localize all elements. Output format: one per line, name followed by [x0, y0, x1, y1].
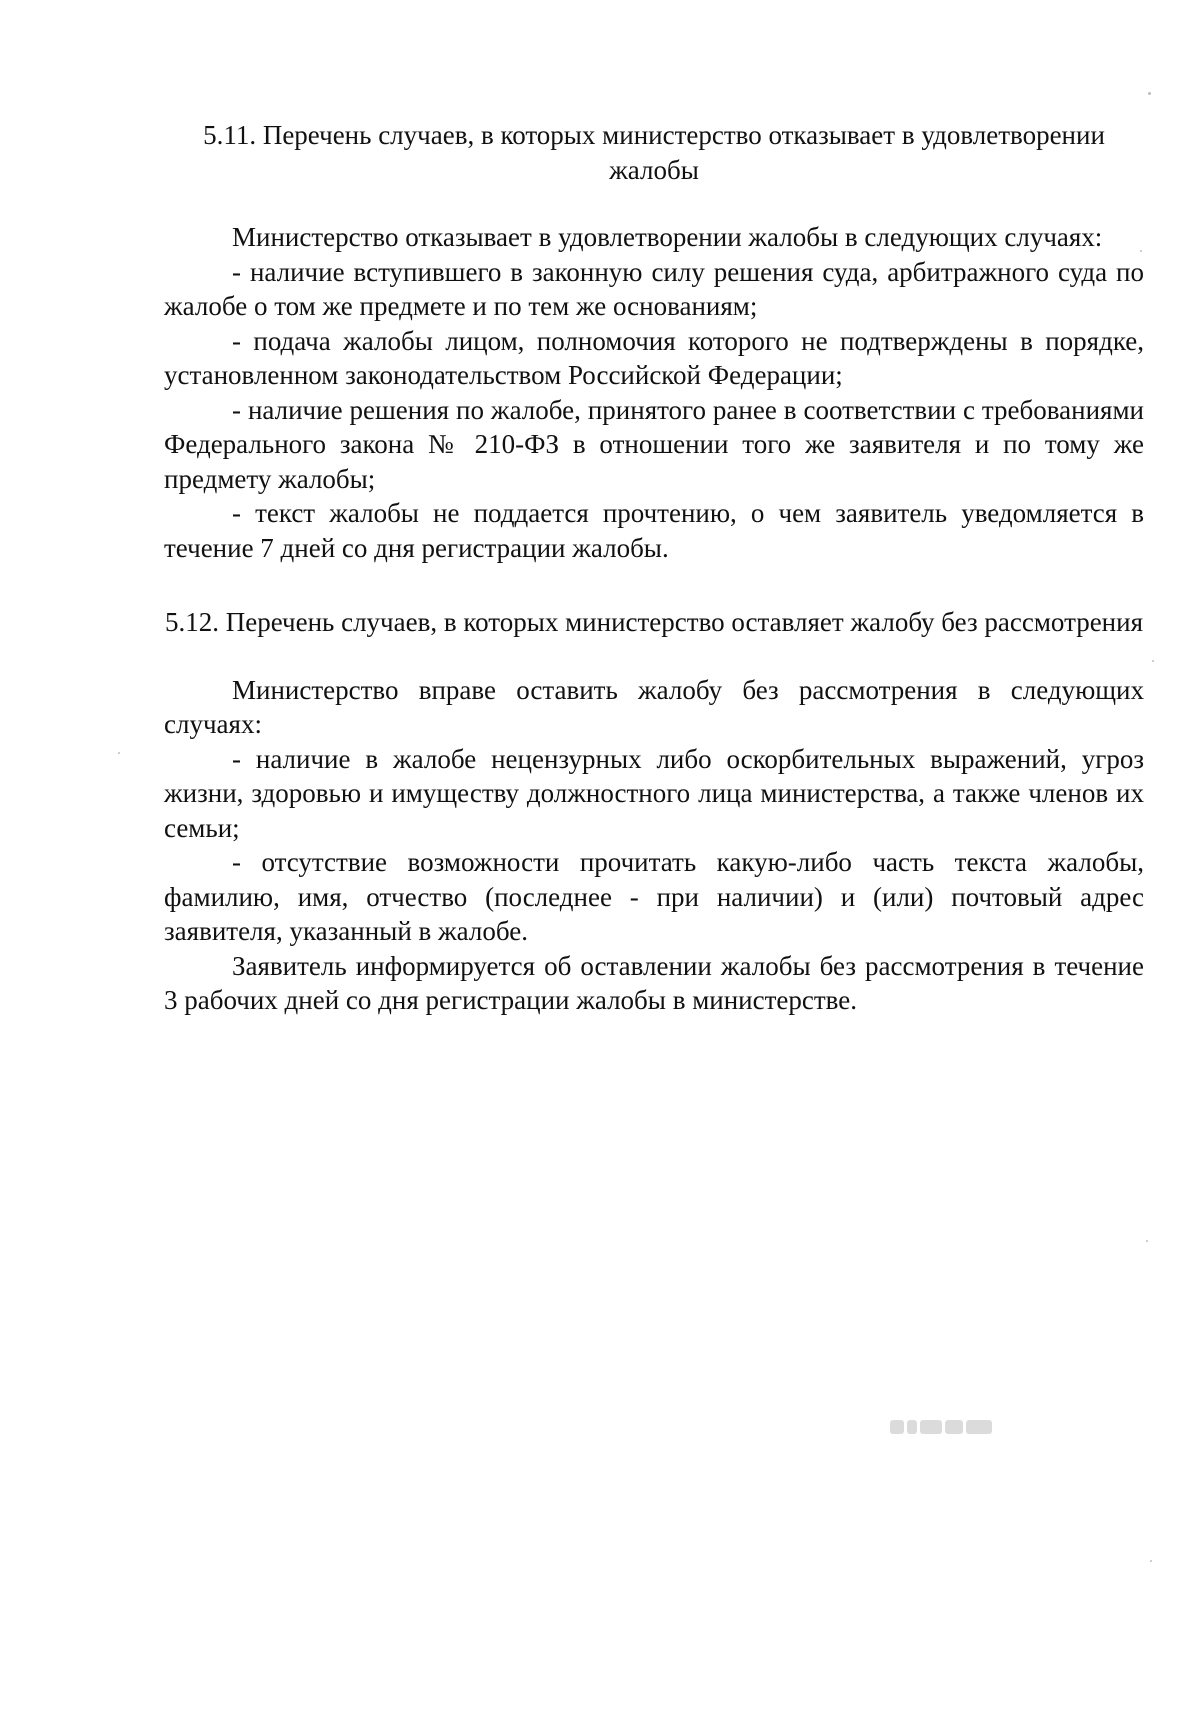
section-5-11-item: - текст жалобы не поддается прочтению, о чем заявитель уведомляется в течение 7 дней со дня регистрации жалобы.	[164, 498, 1144, 563]
scan-speck	[1152, 660, 1154, 662]
faint-stamp-mark	[890, 1418, 1030, 1444]
section-5-11-item: - наличие вступившего в законную силу решения суда, арбитражного суда по жалобе о том же предмете и по тем же основаниям;	[164, 256, 1144, 321]
section-5-11-item: - подача жалобы лицом, полномочия которого не подтверждены в порядке, установленном законодательством Российской Федерации;	[164, 325, 1144, 390]
section-5-11-intro: Министерство отказывает в удовлетворении жалобы в следующих случаях:	[232, 222, 1103, 252]
section-5-11-item: - наличие решения по жалобе, принятого ранее в соответствии с требованиями Федерального закона № 210-ФЗ в отношении того же заявителя и по тому же предмету жалобы;	[164, 394, 1144, 494]
section-5-12-item: - наличие в жалобе нецензурных либо оскорбительных выражений, угроз жизни, здоровью и имуществу должностного лица министерства, а также членов их семьи;	[164, 743, 1144, 843]
section-5-12-item: - отсутствие возможности прочитать какую-либо часть текста жалобы, фамилию, имя, отчество (последнее - при наличии) и (или) почтовый адрес заявителя, указанный в жалобе.	[164, 847, 1144, 946]
scan-speck	[1150, 1560, 1152, 1562]
scan-speck	[1146, 1240, 1148, 1242]
section-5-12-intro: Министерство вправе оставить жалобу без рассмотрения в следующих случаях:	[164, 674, 1144, 739]
document-body	[164, 118, 1144, 1018]
section-5-12-closing: Заявитель информируется об оставлении жалобы без рассмотрения в течение 3 рабочих дней со дня регистрации жалобы в министерстве.	[164, 950, 1144, 1015]
scan-speck	[1148, 92, 1151, 95]
scan-speck	[1140, 250, 1142, 252]
scan-speck	[118, 752, 120, 754]
section-5-12-title: 5.12. Перечень случаев, в которых министерство оставляет жалобу без рассмотрения	[164, 607, 1143, 637]
section-5-11-title: 5.11. Перечень случаев, в которых министерство отказывает в удовлетворении жалобы	[203, 120, 1105, 185]
